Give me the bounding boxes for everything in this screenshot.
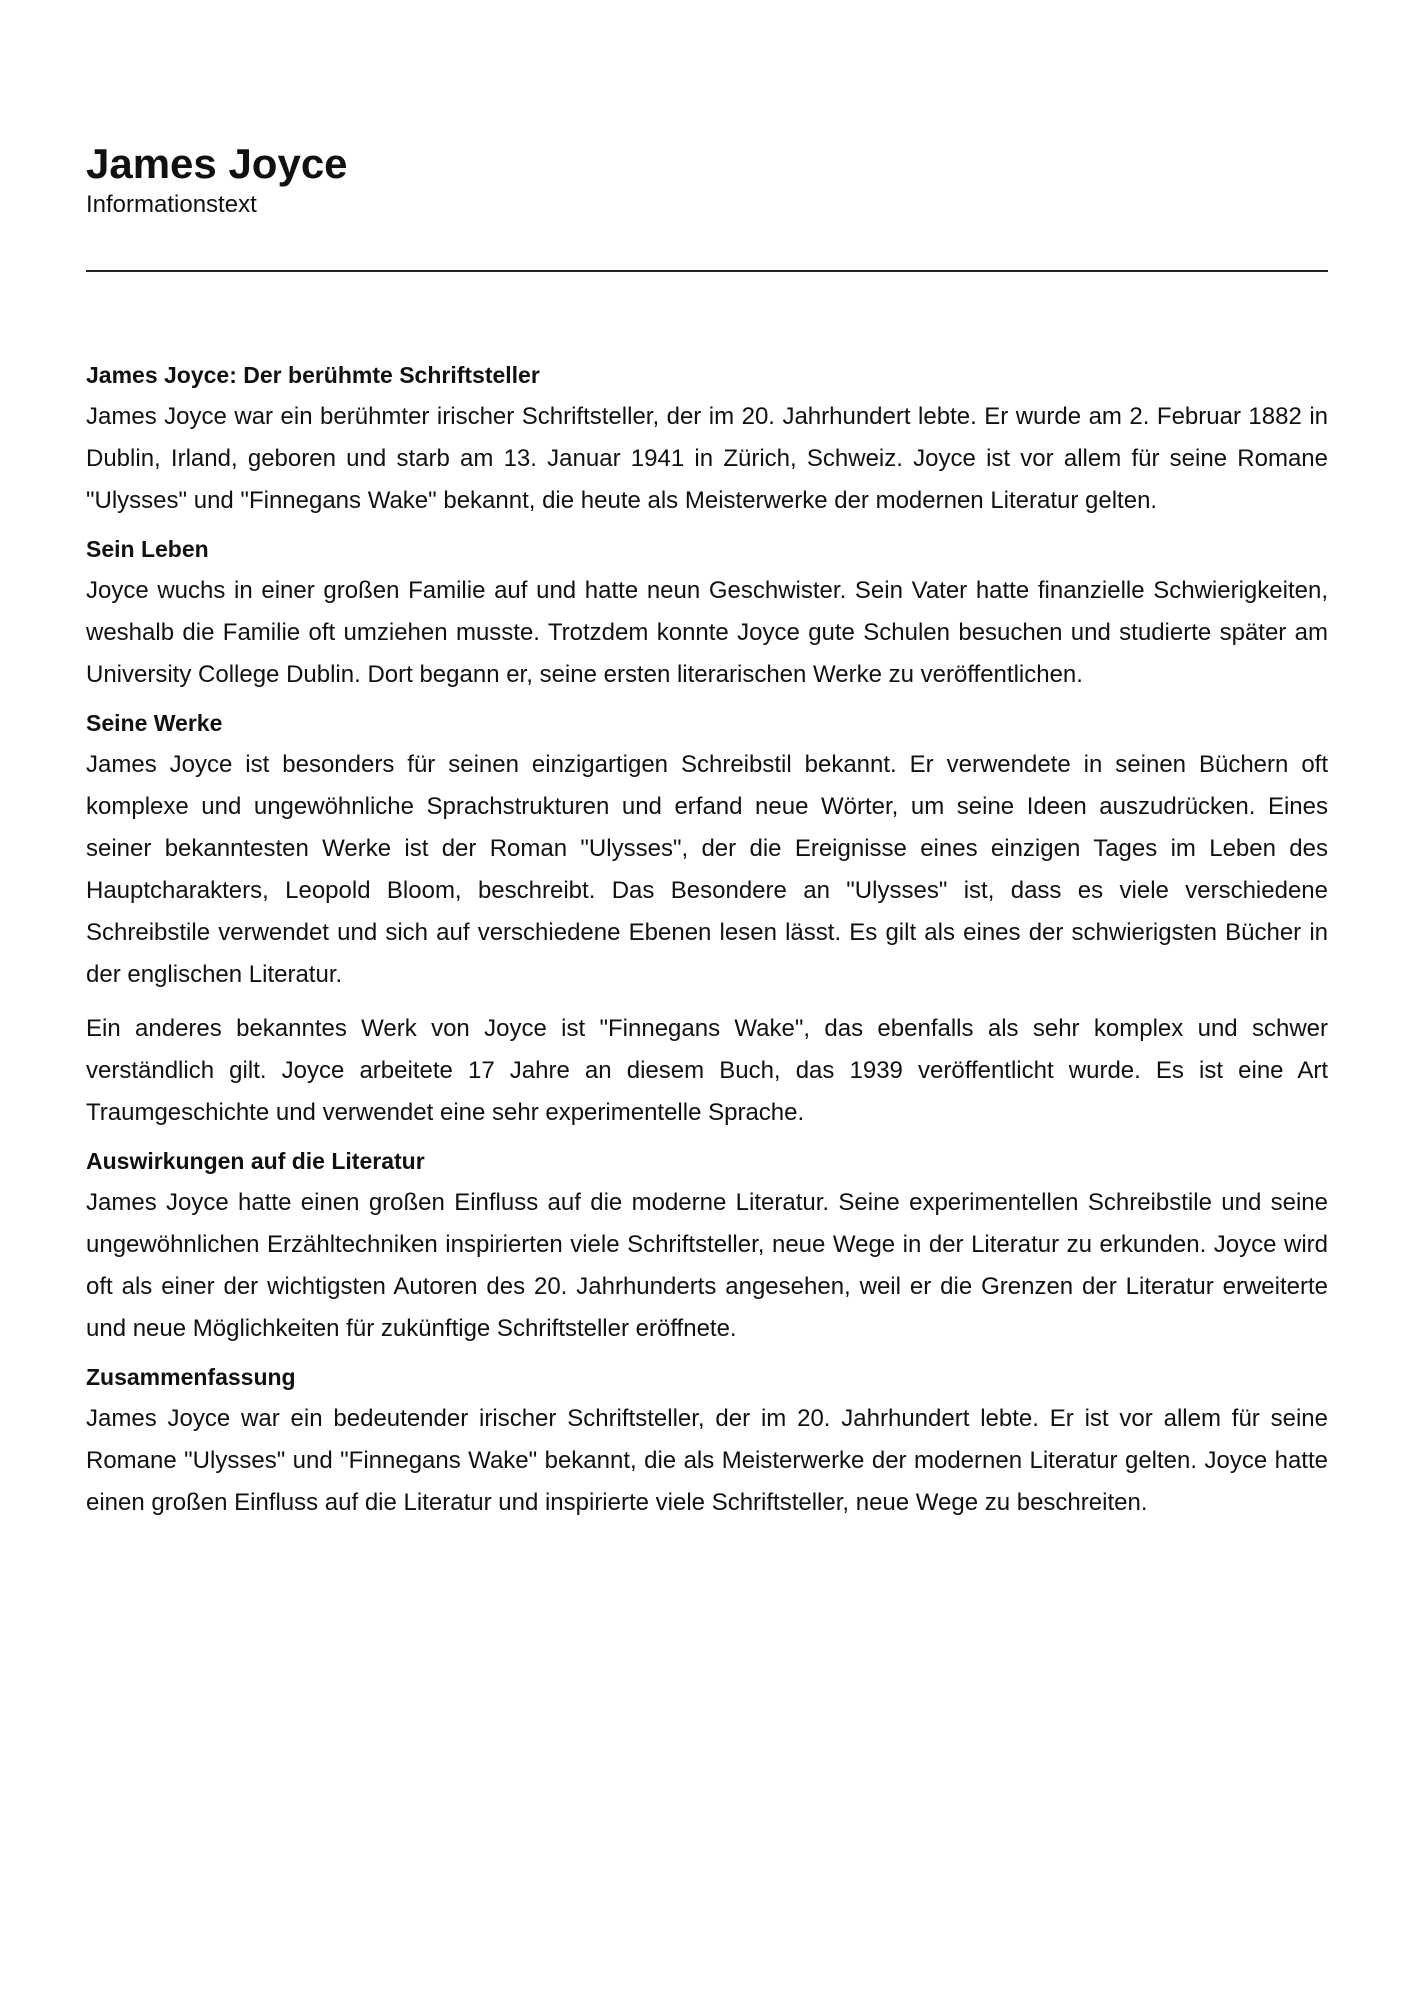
- paragraph: James Joyce ist besonders für seinen einzigartigen Schreibstil bekannt. Er verwendete in seinen Büchern oft komplexe und ungewöhnliche Sprachstrukturen und erfand neue Wörter, um seine Ideen auszudrücken. Eines seiner bekanntesten Werke ist der Roman "Ulysses", der die Ereignisse eines einzigen Tages im Leben des Hauptcharakters, Leopold Bloom, beschreibt. Das Besondere an "Ulysses" ist, dass es viele verschiedene Schreibstile verwendet und sich auf verschiedene Ebenen lesen lässt. Es gilt als eines der schwierigsten Bücher in der englischen Literatur.: [86, 751, 1328, 988]
- paragraph: James Joyce war ein bedeutender irischer Schriftsteller, der im 20. Jahrhundert lebte. Er ist vor allem für seine Romane "Ulysses" und "Finnegans Wake" bekannt, die als Meisterwerke der modernen Literatur gelten. Joyce hatte einen großen Einfluss auf die Literatur und inspirierte viele Schriftsteller, neue Wege zu beschreiten.: [86, 1405, 1328, 1516]
- paragraph: James Joyce war ein berühmter irischer Schriftsteller, der im 20. Jahrhundert lebte. Er wurde am 2. Februar 1882 in Dublin, Irland, geboren und starb am 13. Januar 1941 in Zürich, Schweiz. Joyce ist vor allem für seine Romane "Ulysses" und "Finnegans Wake" bekannt, die heute als Meisterwerke der modernen Literatur gelten.: [86, 403, 1328, 514]
- document-page: [86, 138, 1328, 1516]
- section-impact: [86, 1146, 1328, 1350]
- section-works: [86, 708, 1328, 1134]
- section-heading: Sein Leben: [86, 536, 209, 562]
- section-heading: Auswirkungen auf die Literatur: [86, 1148, 425, 1174]
- section-heading: Zusammenfassung: [86, 1364, 296, 1390]
- document-subtitle: Informationstext: [86, 191, 257, 218]
- section-summary: [86, 1362, 1328, 1524]
- section-life: [86, 534, 1328, 696]
- section-heading: James Joyce: Der berühmte Schriftsteller: [86, 362, 540, 388]
- paragraph: Joyce wuchs in einer großen Familie auf und hatte neun Geschwister. Sein Vater hatte finanzielle Schwierigkeiten, weshalb die Familie oft umziehen musste. Trotzdem konnte Joyce gute Schulen besuchen und studierte später am University College Dublin. Dort begann er, seine ersten literarischen Werke zu veröffentlichen.: [86, 577, 1328, 688]
- header-divider: [86, 270, 1328, 272]
- document-body: [86, 360, 1328, 1536]
- section-heading: Seine Werke: [86, 710, 223, 736]
- document-title: James Joyce: [86, 140, 348, 187]
- paragraph: James Joyce hatte einen großen Einfluss auf die moderne Literatur. Seine experimentellen Schreibstile und seine ungewöhnlichen Erzähltechniken inspirierten viele Schriftsteller, neue Wege in der Literatur zu erkunden. Joyce wird oft als einer der wichtigsten Autoren des 20. Jahrhunderts angesehen, weil er die Grenzen der Literatur erweiterte und neue Möglichkeiten für zukünftige Schriftsteller eröffnete.: [86, 1189, 1328, 1342]
- section-intro: [86, 360, 1328, 522]
- paragraph: Ein anderes bekanntes Werk von Joyce ist "Finnegans Wake", das ebenfalls als sehr komplex und schwer verständlich gilt. Joyce arbeitete 17 Jahre an diesem Buch, das 1939 veröffentlicht wurde. Es ist eine Art Traumgeschichte und verwendet eine sehr experimentelle Sprache.: [86, 1015, 1328, 1126]
